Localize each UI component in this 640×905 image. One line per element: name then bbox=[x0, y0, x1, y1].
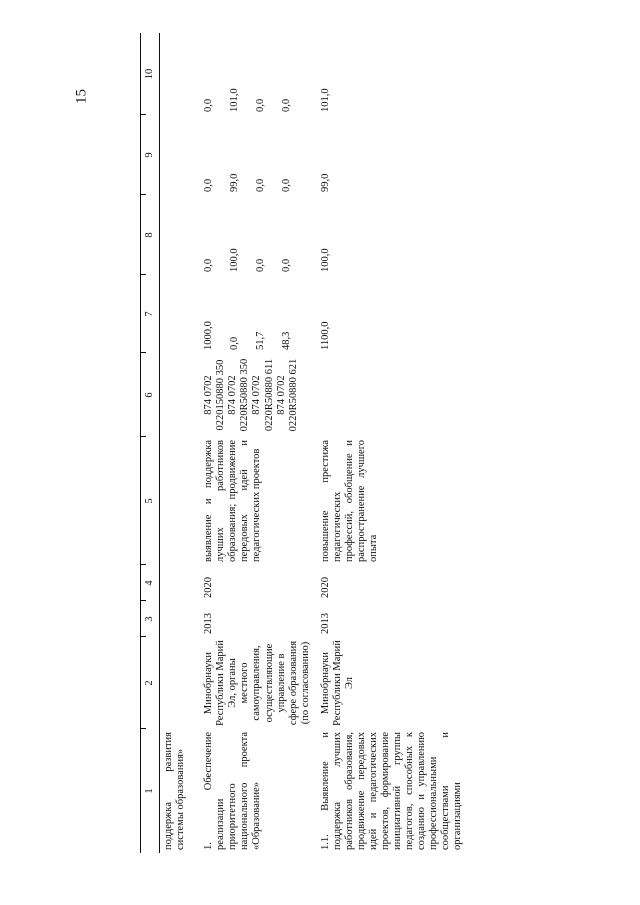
col8-values bbox=[199, 195, 316, 275]
budget-codes bbox=[199, 353, 316, 437]
header-col-2: 2 bbox=[141, 637, 160, 729]
table-header-row bbox=[141, 33, 160, 853]
value-cell: 0,0 bbox=[255, 178, 267, 192]
col8-values bbox=[316, 195, 469, 275]
table-row-continuation bbox=[160, 33, 200, 853]
header-col-6: 6 bbox=[141, 353, 160, 437]
measure-name: 1. Обеспечение реализации приоритетного национального проекта «Образование» bbox=[203, 732, 263, 850]
header-col-7: 7 bbox=[141, 275, 160, 353]
budget-codes bbox=[316, 353, 469, 437]
header-col-10: 10 bbox=[141, 33, 160, 115]
value-cell: 101,0 bbox=[229, 88, 241, 112]
value-cell: 0,0 bbox=[281, 178, 293, 192]
value-cell: 0,0 bbox=[255, 98, 267, 112]
budget-code: 874 0702 0220R50880 350 bbox=[227, 358, 251, 432]
table-row bbox=[316, 33, 469, 853]
col10-values bbox=[316, 33, 469, 115]
value-cell: 1000,0 bbox=[203, 321, 215, 350]
executor: Минобрнауки Республики Марий Эл bbox=[319, 640, 355, 726]
value-cell: 0,0 bbox=[203, 178, 215, 192]
value-cell: 99,0 bbox=[229, 173, 241, 192]
header-col-1: 1 bbox=[141, 729, 160, 853]
continuation-text: поддержка развития системы образования» bbox=[163, 732, 187, 850]
header-col-9: 9 bbox=[141, 115, 160, 195]
value-cell: 1100,0 bbox=[319, 321, 331, 350]
start-year: 2013 bbox=[203, 613, 215, 634]
end-year: 2020 bbox=[319, 577, 331, 598]
value-cell: 100,0 bbox=[229, 248, 241, 272]
value-cell: 0,0 bbox=[229, 336, 241, 350]
col9-values bbox=[316, 115, 469, 195]
table-row bbox=[199, 33, 316, 853]
start-year: 2013 bbox=[319, 613, 331, 634]
budget-code: 874 0702 0220R50880 611 bbox=[251, 358, 275, 432]
col10-values bbox=[199, 33, 316, 115]
budget-code: 874 0702 0220150880 350 bbox=[203, 359, 227, 431]
measure-name: 1.1. Выявление и поддержка лучших работников образования, продвижение передовых идей и педагогических проектов, формирование инициативной группы педагогов, способных к созданию и управлению профессиональными сообществами и организациями bbox=[319, 732, 464, 850]
header-col-4: 4 bbox=[141, 565, 160, 601]
value-cell: 51,7 bbox=[255, 331, 267, 350]
program-table-sheet bbox=[140, 33, 500, 853]
header-col-3: 3 bbox=[141, 601, 160, 637]
executor: Минобрнауки Республики Марий Эл, органы местного самоуправления, осуществляющие управление в сфере образования (по согласованию) bbox=[203, 640, 311, 726]
expected-result: выявление и поддержка лучших работников образования; продвижение передовых идей и педагогических проектов bbox=[203, 440, 263, 562]
header-col-5: 5 bbox=[141, 437, 160, 565]
value-cell: 99,0 bbox=[319, 173, 331, 192]
expected-result: повышение престижа педагогических профессий, обобщение и распространение лучшего опыта bbox=[319, 440, 379, 562]
budget-code: 874 0702 0220R50880 621 bbox=[275, 358, 299, 432]
value-cell: 100,0 bbox=[319, 248, 331, 272]
end-year: 2020 bbox=[203, 577, 215, 598]
program-table bbox=[140, 33, 469, 853]
col7-values bbox=[316, 275, 469, 353]
value-cell: 0,0 bbox=[281, 98, 293, 112]
value-cell: 101,0 bbox=[319, 88, 331, 112]
value-cell: 0,0 bbox=[203, 98, 215, 112]
col9-values bbox=[199, 115, 316, 195]
value-cell: 0,0 bbox=[281, 258, 293, 272]
header-col-8: 8 bbox=[141, 195, 160, 275]
col7-values bbox=[199, 275, 316, 353]
value-cell: 0,0 bbox=[203, 258, 215, 272]
value-cell: 0,0 bbox=[255, 258, 267, 272]
page-number: 15 bbox=[73, 89, 90, 104]
value-cell: 48,3 bbox=[281, 331, 293, 350]
